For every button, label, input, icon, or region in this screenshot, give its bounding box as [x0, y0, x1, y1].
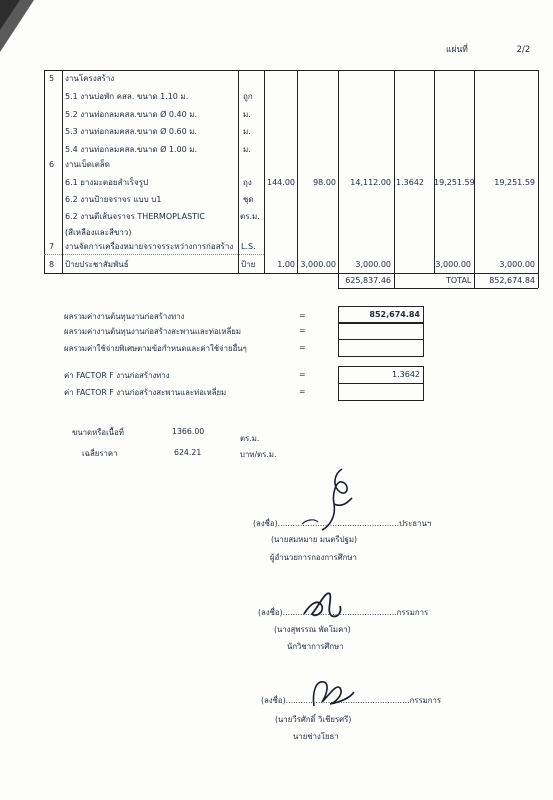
- row-unit: ม.: [243, 127, 251, 136]
- row-qty: 144.00: [267, 178, 295, 187]
- row-no: 7: [49, 242, 55, 251]
- signature-3-name: (นายวีรศักดิ์ วิเชียรศรี): [275, 715, 352, 724]
- area-unit: ตร.ม.: [240, 434, 260, 443]
- total-amount: 625,837.46: [345, 276, 391, 285]
- summary-label: ผลรวมค่างานต้นทุนงานก่อสร้างทาง: [64, 312, 185, 321]
- row-desc: 6.2 งานป้ายจราจร แบบ บ1: [65, 195, 162, 204]
- row-unit: ชุด: [243, 195, 254, 204]
- row-no: 5: [49, 74, 55, 83]
- row-unit: ม.: [243, 145, 251, 154]
- row-unit: L.S.: [241, 242, 256, 251]
- page-corner-shadow: [0, 0, 40, 55]
- row-desc: 5.3 งานท่อกลมคสล.ขนาด Ø 0.60 ม.: [65, 127, 198, 136]
- row-desc: 6.2 งานตีเส้นจราจร THERMOPLASTIC: [65, 212, 205, 221]
- page-number: [446, 42, 530, 56]
- page-number-value: 2/2: [516, 45, 531, 55]
- signature-2-title: นักวิชาการศึกษา: [287, 642, 344, 651]
- signature-1-line: (ลงชื่อ).................................................ประธานฯ: [253, 519, 432, 528]
- avg-unit: บาท/ตร.ม.: [240, 450, 277, 459]
- summary-eq: =: [299, 326, 306, 335]
- row-desc: (สีเหลืองและสีขาว): [65, 228, 132, 237]
- factor-label: ค่า FACTOR F งานก่อสร้างสะพานและท่อเหลี่ยม: [64, 388, 227, 397]
- row-price: 3,000.00: [300, 260, 336, 269]
- signature-1-title: ผู้อำนวยการกองการศึกษา: [270, 553, 357, 562]
- row-total-a: 19,251.59: [434, 178, 475, 187]
- factor-label: ค่า FACTOR F งานก่อสร้างทาง: [64, 371, 170, 380]
- area-value: 1366.00: [172, 427, 205, 436]
- row-unit: ป้าย: [241, 260, 256, 269]
- signature-3-title: นายช่างโยธา: [293, 732, 339, 741]
- signature-3-line: (ลงชื่อ)..................................................กรรมการ: [261, 696, 442, 705]
- factor-eq: =: [299, 370, 306, 379]
- summary-eq: =: [299, 343, 306, 352]
- area-label: ขนาดหรือเนื้อที่: [72, 428, 124, 437]
- summary-eq: =: [299, 311, 306, 320]
- row-desc: ป้ายประชาสัมพันธ์: [65, 260, 129, 269]
- signature-1-name: (นายสมหมาย มนตรีปฐม): [271, 535, 358, 544]
- cost-table: [44, 70, 538, 288]
- avg-label: เฉลี่ยราคา: [82, 449, 118, 458]
- total-grand: 852,674.84: [489, 276, 535, 285]
- factor-value-box: [338, 366, 424, 384]
- row-amount: 3,000.00: [355, 260, 391, 269]
- row-total-b: 3,000.00: [499, 260, 535, 269]
- avg-value: 624.21: [174, 448, 202, 457]
- row-factor: 1.3642: [396, 178, 424, 187]
- row-desc: 5.2 งานท่อกลมคสล.ขนาด Ø 0.40 ม.: [65, 110, 198, 119]
- row-total-b: 19,251.59: [494, 178, 535, 187]
- row-unit: ถุง: [243, 178, 252, 187]
- row-desc: งานเบ็ดเตล็ด: [65, 160, 110, 169]
- row-desc: 6.1 ยางมะตอยสำเร็จรูป: [65, 178, 149, 187]
- row-no: 8: [49, 260, 55, 269]
- summary-value-box: [338, 339, 424, 357]
- row-no: 6: [49, 160, 55, 169]
- row-unit: ตร.ม.: [240, 212, 260, 221]
- summary-value-box: [338, 322, 424, 340]
- row-unit: ถูก: [243, 92, 253, 101]
- signature-2-line: (ลงชื่อ)..............................................กรรมการ: [258, 608, 429, 617]
- row-desc: งานจัดการเครื่องหมายจราจรระหว่างการก่อสร้าง: [65, 242, 234, 251]
- summary-label: ผลรวมค่าใช้จ่ายพิเศษตามข้อกำหนดและค่าใช้จ่ายอื่นๆ: [64, 344, 247, 353]
- summary-value: 852,674.84: [369, 310, 420, 319]
- row-desc: งานโครงสร้าง: [65, 74, 115, 83]
- row-unit: ม.: [243, 110, 251, 119]
- summary-label: ผลรวมค่างานต้นทุนงานก่อสร้างสะพานและท่อเหลี่ยม: [64, 327, 241, 336]
- total-label: TOTAL: [446, 276, 472, 285]
- factor-value: 1.3642: [392, 370, 420, 379]
- factor-eq: =: [299, 387, 306, 396]
- row-price: 98.00: [313, 178, 336, 187]
- row-total-a: 3,000.00: [435, 260, 471, 269]
- row-desc: 5.1 งานบ่อพัก คสล. ขนาด 1.10 ม.: [65, 92, 189, 101]
- page-label: แผ่นที่: [446, 45, 468, 55]
- signature-2-name: (นางสุพรรณ พัดโมคา): [274, 625, 351, 634]
- factor-value-box: [338, 383, 424, 401]
- row-desc: 5.4 งานท่อกลมคสล.ขนาด Ø 1.00 ม.: [65, 145, 198, 154]
- row-amount: 14,112.00: [350, 178, 391, 187]
- row-qty: 1.00: [277, 260, 295, 269]
